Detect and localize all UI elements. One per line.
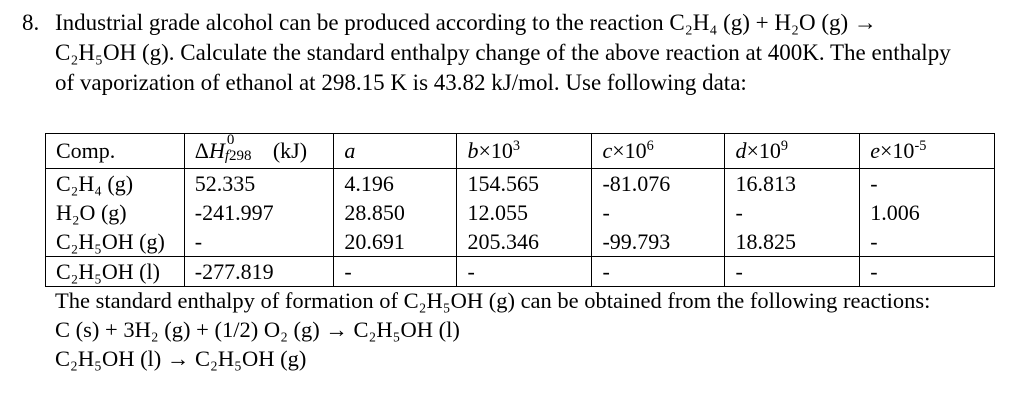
cell-d: - — [725, 257, 860, 287]
cell-b: 205.346 — [457, 227, 592, 257]
cell-c: -99.793 — [592, 227, 725, 257]
cell-c: -81.076 — [592, 169, 725, 199]
cell-comp: C₂H₅OH (g) — [46, 227, 185, 257]
cell-a: 4.196 — [334, 169, 457, 199]
cell-e: 1.006 — [860, 198, 995, 227]
cell-comp: C₂H₅OH (l) — [46, 257, 185, 287]
cell-b: 154.565 — [457, 169, 592, 199]
cell-comp: H₂O (g) — [46, 198, 185, 227]
header-comp: Comp. — [46, 134, 185, 169]
question-number: 8. — [22, 10, 40, 35]
cell-b: 12.055 — [457, 198, 592, 227]
followup-text — [55, 286, 1015, 373]
table-header-row — [46, 134, 995, 169]
header-enthalpy-symbol: ΔH — [194, 138, 225, 163]
cell-d: 16.813 — [725, 169, 860, 199]
header-enthalpy — [184, 134, 334, 169]
question-text — [55, 8, 1010, 98]
header-enthalpy-unit: (kJ) — [272, 138, 308, 163]
cell-dh: 52.335 — [184, 169, 334, 199]
header-d: $d\times 10^9$ — [725, 134, 860, 169]
cell-dh: -277.819 — [184, 257, 334, 287]
cell-e: - — [860, 257, 995, 287]
header-a: a — [334, 134, 457, 169]
cell-comp: C₂H₄ (g) — [46, 169, 185, 199]
table-row — [46, 227, 995, 257]
cell-d: - — [725, 198, 860, 227]
cell-dh: -241.997 — [184, 198, 334, 227]
cell-a: 28.850 — [334, 198, 457, 227]
thermo-data-table — [45, 133, 995, 287]
table-row — [46, 198, 995, 227]
header-enthalpy-sub: f298 — [224, 148, 252, 164]
cell-b: - — [457, 257, 592, 287]
header-c: $c\times 10^6$ — [592, 134, 725, 169]
cell-a: 20.691 — [334, 227, 457, 257]
cell-a: - — [334, 257, 457, 287]
question-line-2: C₂H₅OH (g). Calculate the standard enthalpy change of the above reaction at 400K. The enthalpy — [55, 40, 951, 65]
cell-c: - — [592, 257, 725, 287]
table-row — [46, 169, 995, 199]
header-e: $e\times 10^{-5}$ — [860, 134, 995, 169]
reaction-formation: C (s) + 3H₂ (g) + (1/2) O₂ (g) → C₂H₅OH (l) — [55, 317, 460, 342]
reaction-vaporization: C₂H₅OH (l) → C₂H₅OH (g) — [55, 346, 307, 371]
cell-d: 18.825 — [725, 227, 860, 257]
question-line-3: of vaporization of ethanol at 298.15 K is 43.82 kJ/mol. Use following data: — [55, 70, 747, 95]
header-b: $b\times 10^3$ — [457, 134, 592, 169]
cell-dh: - — [184, 227, 334, 257]
question-line-1: Industrial grade alcohol can be produced according to the reaction C₂H₄ (g) + H₂O (g) → — [55, 10, 877, 35]
table-row — [46, 257, 995, 287]
cell-e: - — [860, 227, 995, 257]
header-enthalpy-sup: 0 — [226, 132, 235, 148]
cell-e: - — [860, 169, 995, 199]
cell-c: - — [592, 198, 725, 227]
followup-line-1: The standard enthalpy of formation of C₂H₅OH (g) can be obtained from the following reactions: — [55, 288, 931, 313]
